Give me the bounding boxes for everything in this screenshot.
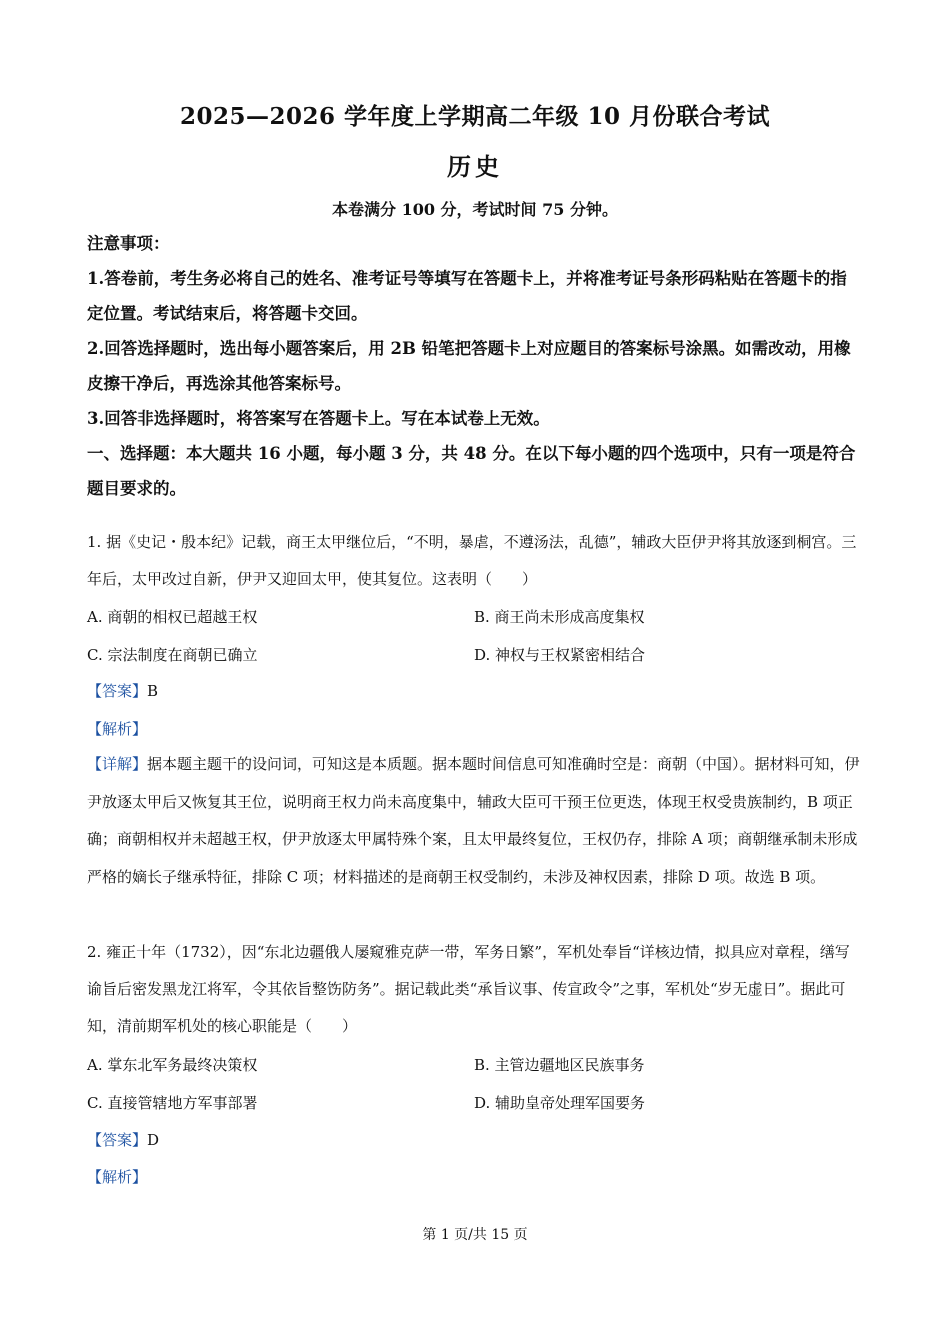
q2-option-d: D. 辅助皇帝处理军国要务 [474, 1094, 646, 1112]
section-heading: 一、选择题：本大题共 16 小题，每小题 3 分，共 48 分。在以下每小题的四个选项中，只有一项是符合题目要求的。 [87, 444, 856, 498]
q2-answer-value: D [147, 1131, 160, 1149]
q1-answer-value: B [147, 682, 159, 700]
q1-answer [87, 680, 158, 701]
q2-option-a: A. 掌东北军务最终决策权 [87, 1056, 258, 1074]
q1-option-d: D. 神权与王权紧密相结合 [474, 646, 646, 664]
exam-title: 2025—2026 学年度上学期高二年级 10 月份联合考试 [179, 103, 771, 130]
q1-analysis-label: 【解析】 [87, 720, 148, 738]
q2-option-b: B. 主管边疆地区民族事务 [474, 1056, 645, 1074]
q1-detail [87, 746, 863, 896]
q1-option-b: B. 商王尚未形成高度集权 [474, 608, 645, 626]
notice-item-3: 3.回答非选择题时，将答案写在答题卡上。写在本试卷上无效。 [87, 409, 550, 428]
page-footer: 第 1 页/共 15 页 [422, 1227, 528, 1243]
question-2-stem: 2. 雍正十年（1732），因“东北边疆俄人屡窥雅克萨一带，军务日繁”，军机处奉旨“详核边情，拟具应对章程，缮写谕旨后密发黑龙江将军，令其依旨整饬防务”。据记载此类“承旨议事、传宣政令”之事，军机处“岁无虚日”。据此可知，清前期军机处的核心职能是（ ） [87, 943, 850, 1035]
q2-answer-label: 【答案】 [87, 1131, 148, 1149]
q2-answer [87, 1129, 159, 1150]
notice-item-1: 1.答卷前，考生务必将自己的姓名、准考证号等填写在答题卡上，并将准考证号条形码粘贴在答题卡的指定位置。考试结束后，将答题卡交回。 [87, 269, 847, 323]
q1-detail-text: 据本题主题干的设问词，可知这是本质题。据本题时间信息可知准确时空是：商朝（中国）。据材料可知，伊尹放逐太甲后又恢复其王位，说明商王权力尚未高度集中，辅政大臣可干预王位更迭，体现王权受贵族制约，B 项正确；商朝相权并未超越王权，伊尹放逐太甲属特殊个案，且太甲最终复位，王权仍存，排除 A 项；商朝继承制未形成严格的嫡长子继承特征，排除 C 项；材料描述的是商朝王权受制约，未涉及神权因素，排除 D 项。故选 B 项。 [87, 755, 860, 886]
q2-analysis-label: 【解析】 [87, 1168, 148, 1186]
notice-heading: 注意事项： [87, 234, 170, 253]
q1-answer-label: 【答案】 [87, 682, 148, 700]
q1-detail-label: 【详解】 [87, 755, 148, 773]
notice-section [87, 226, 863, 506]
subject-title: 历史 [447, 152, 503, 181]
q1-option-c: C. 宗法制度在商朝已确立 [87, 646, 258, 664]
notice-item-2: 2.回答选择题时，选出每小题答案后，用 2B 铅笔把答题卡上对应题目的答案标号涂黑。如需改动，用橡皮擦干净后，再选涂其他答案标号。 [87, 339, 851, 393]
q2-option-c: C. 直接管辖地方军事部署 [87, 1094, 258, 1112]
q1-option-a: A. 商朝的相权已超越王权 [87, 608, 258, 626]
question-1-stem: 1. 据《史记・殷本纪》记载，商王太甲继位后，“不明，暴虐，不遵汤法，乱德”，辅政大臣伊尹将其放逐到桐宫。三年后，太甲改过自新，伊尹又迎回太甲，使其复位。这表明（ ） [87, 533, 857, 588]
score-info: 本卷满分 100 分，考试时间 75 分钟。 [332, 200, 618, 219]
